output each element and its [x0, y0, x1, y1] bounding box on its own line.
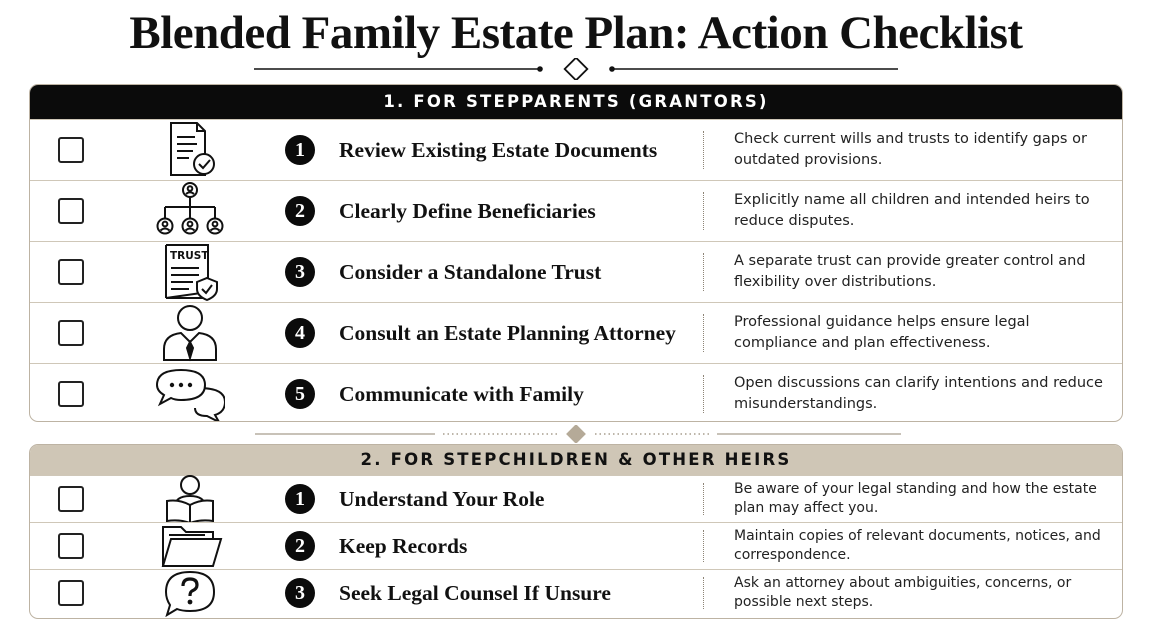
question-bubble-icon — [155, 569, 225, 617]
checkbox[interactable] — [58, 486, 84, 512]
checklist-row — [30, 302, 1122, 363]
document-check-icon — [155, 120, 225, 180]
row-divider — [703, 192, 704, 230]
row-divider — [703, 375, 704, 413]
checkbox[interactable] — [58, 533, 84, 559]
checkbox[interactable] — [58, 137, 84, 163]
checklist-row — [30, 363, 1122, 422]
checkbox[interactable] — [58, 580, 84, 606]
chat-bubbles-icon — [155, 364, 225, 422]
step-number: 4 — [285, 318, 315, 348]
row-divider — [703, 577, 704, 609]
step-number: 5 — [285, 379, 315, 409]
checkbox[interactable] — [58, 381, 84, 407]
attorney-icon — [155, 303, 225, 363]
action-title: Consult an Estate Planning Attorney — [339, 321, 676, 345]
action-description: Ask an attorney about ambiguities, concerns, or possible next steps. — [734, 575, 1072, 610]
trust-icon-label: TRUST — [170, 250, 209, 262]
action-title: Clearly Define Beneficiaries — [339, 199, 596, 223]
action-description: Professional guidance helps ensure legal compliance and plan effectiveness. — [734, 314, 1030, 351]
checkbox[interactable] — [58, 259, 84, 285]
row-divider — [703, 530, 704, 562]
row-divider — [703, 253, 704, 291]
action-title: Communicate with Family — [339, 382, 584, 406]
folder-icon — [155, 522, 225, 570]
action-title: Keep Records — [339, 534, 468, 558]
row-divider — [703, 483, 704, 515]
action-description: A separate trust can provide greater control and flexibility over distributions. — [734, 253, 1086, 290]
action-description: Open discussions can clarify intentions and reduce misunderstandings. — [734, 375, 1103, 412]
checkbox[interactable] — [58, 198, 84, 224]
checklist-row — [30, 569, 1122, 616]
section-header: 1. FOR STEPPARENTS (GRANTORS) — [30, 85, 1122, 119]
action-description: Be aware of your legal standing and how the estate plan may affect you. — [734, 481, 1097, 516]
step-number: 1 — [285, 135, 315, 165]
step-number: 3 — [285, 578, 315, 608]
row-divider — [703, 314, 704, 352]
stepparents-section — [29, 84, 1123, 422]
action-description: Check current wills and trusts to identify gaps or outdated provisions. — [734, 131, 1087, 168]
stepchildren-section — [29, 444, 1123, 619]
section-header: 2. FOR STEPCHILDREN & OTHER HEIRS — [30, 445, 1122, 475]
step-number: 1 — [285, 484, 315, 514]
person-reading-icon — [155, 475, 225, 523]
checklist-row — [30, 522, 1122, 569]
checklist-row — [30, 180, 1122, 241]
action-description: Maintain copies of relevant documents, notices, and correspondence. — [734, 528, 1101, 563]
title-ornament — [250, 58, 902, 85]
checklist-row — [30, 241, 1122, 302]
step-number: 3 — [285, 257, 315, 287]
trust-document-icon — [155, 242, 225, 302]
action-description: Explicitly name all children and intended heirs to reduce disputes. — [734, 192, 1090, 229]
action-title: Seek Legal Counsel If Unsure — [339, 581, 611, 605]
family-tree-icon — [155, 181, 225, 241]
action-title: Understand Your Role — [339, 487, 545, 511]
row-divider — [703, 131, 704, 169]
checkbox[interactable] — [58, 320, 84, 346]
action-title: Consider a Standalone Trust — [339, 260, 602, 284]
action-title: Review Existing Estate Documents — [339, 138, 658, 162]
checklist-row — [30, 475, 1122, 522]
step-number: 2 — [285, 196, 315, 226]
checklist-row — [30, 119, 1122, 180]
step-number: 2 — [285, 531, 315, 561]
page-title: Blended Family Estate Plan: Action Checklist — [129, 7, 1023, 59]
